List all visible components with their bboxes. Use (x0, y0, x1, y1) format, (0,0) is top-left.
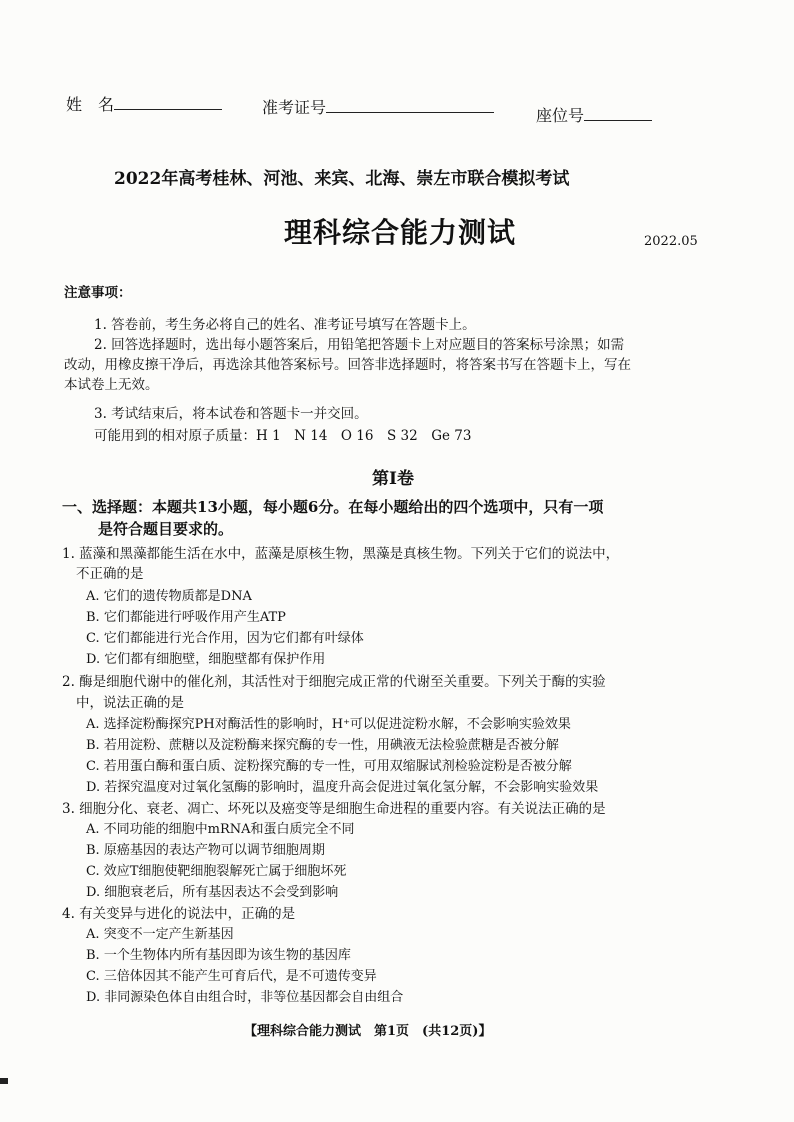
page-title: 理科综合能力测试 (284, 216, 517, 249)
seat-label: 座位号 (536, 106, 585, 125)
q3-option-d: D. 细胞衰老后，所有基因表达不会受到影响 (86, 885, 339, 900)
question-1-cont: 不正确的是 (76, 566, 144, 582)
exam-subtitle: 2022年高考桂林、河池、来宾、北海、崇左市联合模拟考试 (114, 169, 570, 189)
q4-option-c: C. 三倍体因其不能产生可育后代，是不可遗传变异 (86, 969, 377, 984)
question-1: 1. 蓝藻和黑藻都能生活在水中，蓝藻是原核生物，黑藻是真核生物。下列关于它们的说法中， (62, 546, 620, 562)
q3-option-c: C. 效应T细胞使靶细胞裂解死亡属于细胞坏死 (86, 864, 347, 879)
notice-item: 本试卷上无效。 (64, 377, 159, 393)
seat-field (536, 103, 652, 126)
question-4: 4. 有关变异与进化的说法中，正确的是 (62, 906, 296, 922)
q4-option-a: A. 突变不一定产生新基因 (86, 927, 234, 942)
question-2-cont: 中，说法正确的是 (76, 695, 184, 711)
q4-option-d: D. 非同源染色体自由组合时，非等位基因都会自由组合 (86, 990, 404, 1005)
part-heading: 第Ⅰ卷 (372, 469, 414, 489)
name-field (66, 92, 222, 115)
atomic-mass-line: 可能用到的相对原子质量：H 1 N 14 O 16 S 32 Ge 73 (94, 428, 472, 444)
q2-option-a: A. 选择淀粉酶探究PH对酶活性的影响时，H⁺可以促进淀粉水解，不会影响实验效果 (86, 717, 571, 732)
notice-item: 3. 考试结束后，将本试卷和答题卡一并交回。 (94, 406, 368, 422)
exam-number-blank (326, 98, 494, 113)
q1-option-b: B. 它们都能进行呼吸作用产生ATP (86, 610, 286, 625)
q1-option-d: D. 它们都有细胞壁，细胞壁都有保护作用 (86, 652, 326, 667)
section-heading-line1: 一、选择题：本题共13小题，每小题6分。在每小题给出的四个选项中，只有一项 (62, 498, 604, 516)
section-heading-line2: 是符合题目要求的。 (98, 520, 234, 538)
q2-option-b: B. 若用淀粉、蔗糖以及淀粉酶来探究酶的专一性，用碘液无法检验蔗糖是否被分解 (86, 738, 559, 753)
q1-option-a: A. 它们的遗传物质都是DNA (86, 589, 252, 604)
q2-option-d: D. 若探究温度对过氧化氢酶的影响时，温度升高会促进过氧化氢分解，不会影响实验效果 (86, 780, 599, 795)
q4-option-b: B. 一个生物体内所有基因即为该生物的基因库 (86, 948, 351, 963)
scan-mark (0, 1078, 8, 1084)
q3-option-b: B. 原癌基因的表达产物可以调节细胞周期 (86, 843, 325, 858)
exam-number-label: 准考证号 (262, 98, 327, 117)
name-label: 姓 名 (66, 95, 115, 114)
notice-item: 1. 答卷前，考生务必将自己的姓名、准考证号填写在答题卡上。 (94, 317, 476, 333)
page-footer: 【理科综合能力测试 第1页 (共12页)】 (244, 1024, 492, 1039)
q2-option-c: C. 若用蛋白酶和蛋白质、淀粉探究酶的专一性，可用双缩脲试剂检验淀粉是否被分解 (86, 759, 572, 774)
seat-blank (584, 106, 652, 121)
exam-date: 2022.05 (644, 234, 698, 249)
name-blank (114, 95, 222, 110)
q1-option-c: C. 它们都能进行光合作用，因为它们都有叶绿体 (86, 631, 364, 646)
question-3: 3. 细胞分化、衰老、凋亡、坏死以及癌变等是细胞生命进程的重要内容。有关说法正确的是 (62, 801, 606, 817)
notice-item: 改动，用橡皮擦干净后，再选涂其他答案标号。回答非选择题时，将答案书写在答题卡上，写在 (64, 357, 631, 373)
notice-heading: 注意事项： (64, 285, 132, 301)
q3-option-a: A. 不同功能的细胞中mRNA和蛋白质完全不同 (86, 822, 355, 837)
question-2: 2. 酶是细胞代谢中的催化剂，其活性对于细胞完成正常的代谢至关重要。下列关于酶的实验 (62, 674, 606, 690)
notice-item: 2. 回答选择题时，选出每小题答案后，用铅笔把答题卡上对应题目的答案标号涂黑；如需 (94, 337, 625, 353)
exam-number-field (262, 95, 494, 118)
